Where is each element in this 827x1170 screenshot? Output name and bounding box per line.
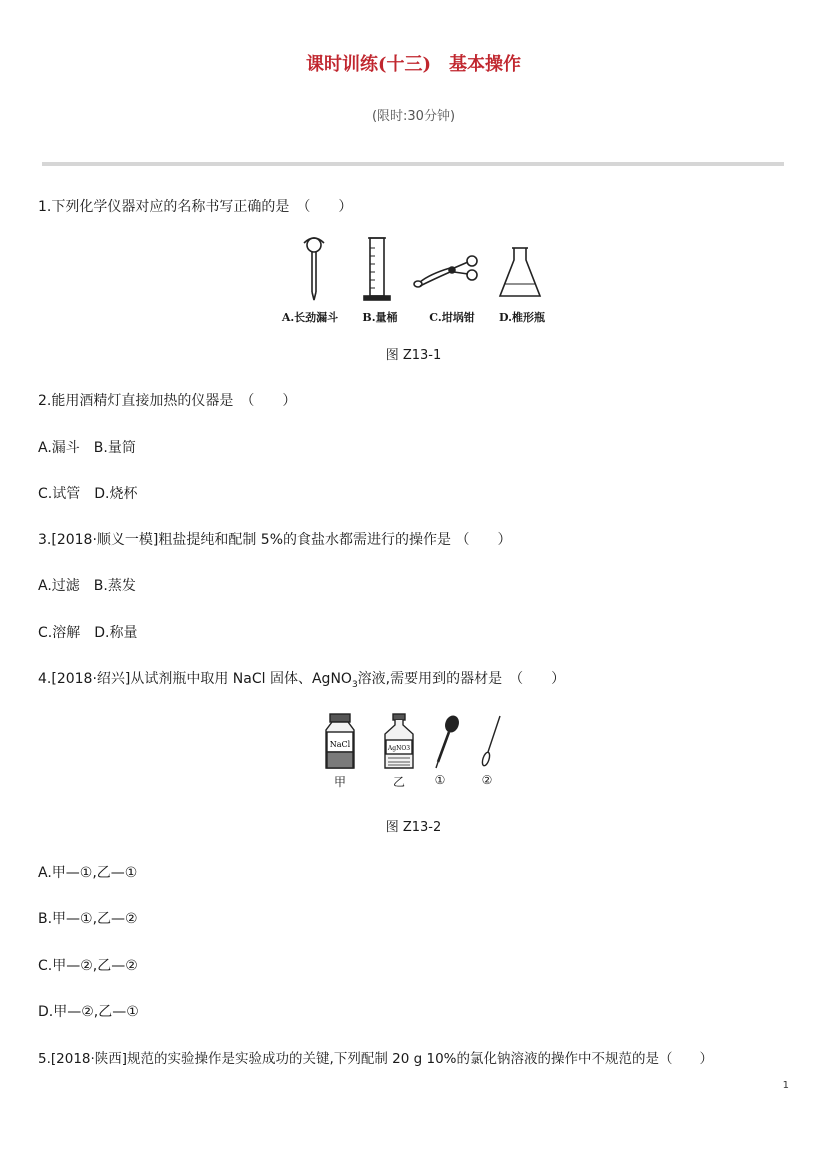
bottle-label-nacl: NaCl (329, 740, 351, 749)
long-neck-funnel-drawing (304, 238, 324, 300)
question-3-options-cd: C.溶解 D.称量 (38, 625, 138, 641)
dropper-drawing (436, 714, 460, 768)
question-4-option-b: B.甲—①,乙—② (38, 911, 138, 927)
figure-z13-1 (290, 234, 560, 308)
spoon-drawing (481, 716, 500, 767)
question-4-option-d: D.甲—②,乙—① (38, 1004, 139, 1020)
header-divider (42, 162, 784, 166)
time-limit: (限时:30分钟) (371, 109, 456, 124)
figure-1-label-d: D.椎形瓶 (499, 311, 545, 324)
figure-2-label-yi: 乙 (392, 775, 406, 789)
page-title: 课时训练(十三) 基本操作 (305, 54, 522, 75)
question-2-options-cd: C.试管 D.烧杯 (38, 486, 138, 502)
figure-2-label-2: ② (481, 773, 493, 787)
figure-1-label-b: B.量桶 (362, 311, 398, 324)
question-1-stem: 1.下列化学仪器对应的名称书写正确的是 （ ） (38, 199, 353, 215)
figure-2-caption: 图 Z13-2 (385, 820, 442, 835)
figure-1-label-c: C.坩埚钳 (429, 311, 475, 324)
figure-2-label-jia: 甲 (333, 775, 347, 789)
question-4-option-c: C.甲—②,乙—② (38, 958, 138, 974)
question-2-options-ab: A.漏斗 B.量筒 (38, 440, 136, 456)
figure-z13-2 (318, 712, 508, 772)
conical-flask-drawing (500, 248, 540, 296)
question-3-options-ab: A.过滤 B.蒸发 (38, 578, 136, 594)
question-5-stem: 5.[2018·陕西]规范的实验操作是实验成功的关键,下列配制 20 g 10%的氯化钠溶液的操作中不规范的是（ ） (38, 1051, 713, 1067)
figure-1-label-a: A.长劲漏斗 (281, 311, 339, 324)
figure-2-label-1: ① (434, 773, 446, 787)
narrow-mouth-bottle-drawing (385, 714, 413, 768)
figure-1-caption: 图 Z13-1 (385, 348, 442, 363)
question-4-stem: 4.[2018·绍兴]从试剂瓶中取用 NaCl 固体、AgNO$_3$溶液,需要用到的器材是 （ ） (38, 671, 566, 690)
question-3-stem: 3.[2018·顺义一模]粗盐提纯和配制 5%的食盐水都需进行的操作是 （ ） (38, 532, 512, 548)
question-4-option-a: A.甲—①,乙—① (38, 865, 138, 881)
graduated-cylinder-drawing (364, 238, 390, 300)
question-2-stem: 2.能用酒精灯直接加热的仪器是 （ ） (38, 393, 297, 409)
bottle-label-agno3: AgNO3 (387, 745, 411, 752)
page-number: 1 (782, 1080, 789, 1091)
crucible-tongs-drawing (414, 256, 477, 287)
